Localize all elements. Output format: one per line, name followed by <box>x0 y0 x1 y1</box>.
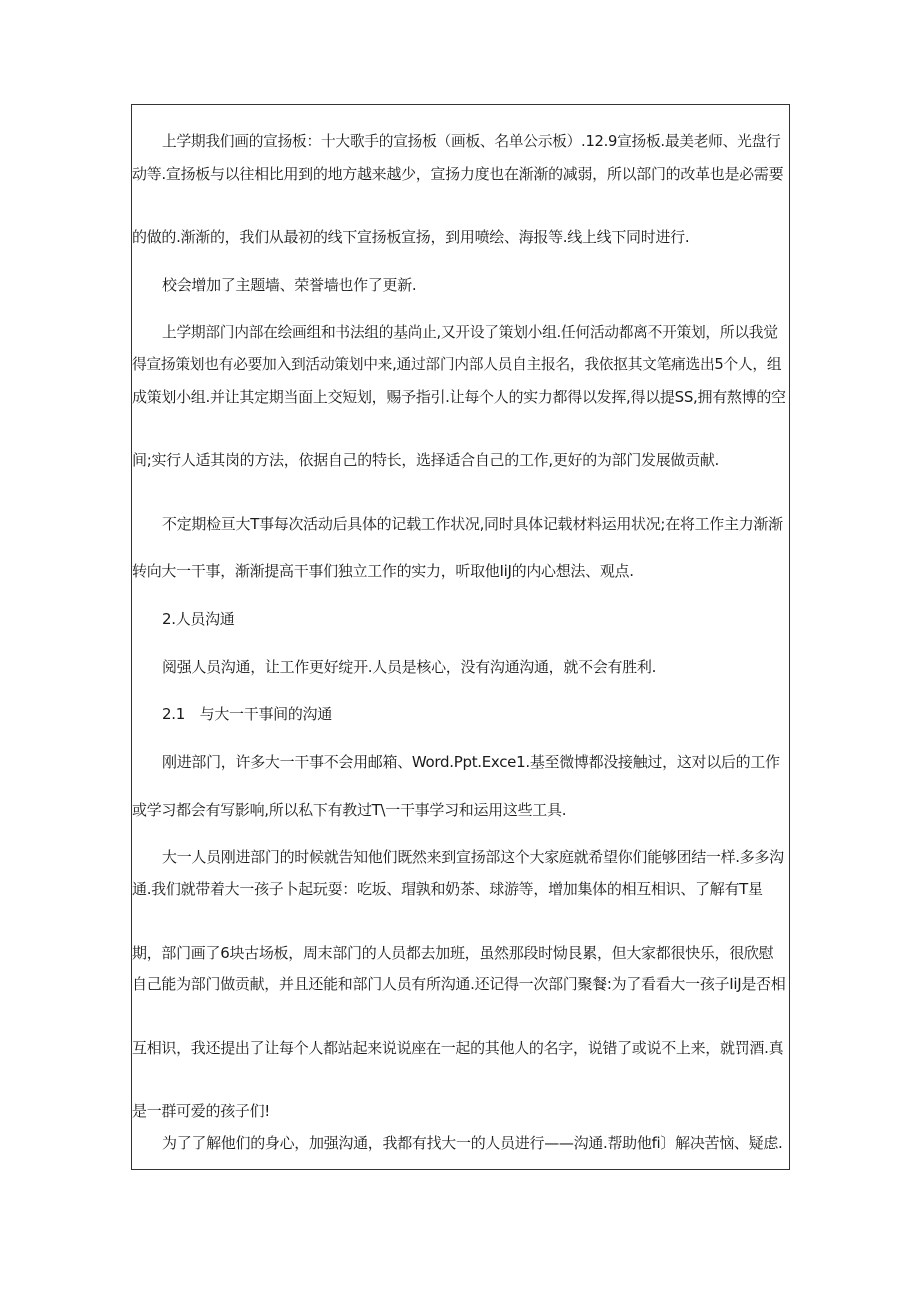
text-line: 动等.宣扬板与以往相比用到的地方越来越少，宣扬力度也在渐渐的减弱，所以部门的改革也是必需要 <box>132 165 784 183</box>
text-line: 上学期部门内部在绘画组和书法组的基尚止,又开设了策划小组.任何活动都离不开策划，所以我觉 <box>162 324 778 341</box>
text-line: 的做的.渐渐的，我们从最初的线下宣扬板宣扬，到用喷绘、海报等.线上线下同时进行. <box>132 228 690 246</box>
text-line: 校会增加了主题墙、荣誉墙也作了更新. <box>162 276 417 294</box>
text-line: 是一群可爱的孩子们! <box>132 1102 271 1120</box>
text-line: 阅强人员沟通，让工作更好绽开.人员是核心，没有沟通沟通，就不会有胜利. <box>162 658 657 676</box>
text-line: 成策划小组.并让其定期当面上交短划，赐予指引.让每个人的实力都得以发挥,得以提SS,拥有熬博的空 <box>132 388 786 406</box>
text-line: 转向大一干事，渐渐提高干事们独立工作的实力，听取他IiJ的内心想法、观点. <box>132 562 634 580</box>
subsection-heading: 2.1 与大一干事间的沟通 <box>162 705 332 723</box>
document-frame <box>131 104 790 1170</box>
text-line: 刚进部门，许多大一干事不会用邮箱、Word.Ppt.Exce1.基至微博都没接触过，这对以后的工作 <box>162 753 780 771</box>
text-line: 或学习都会有写影响,所以私下有教过T\一干事学习和运用这些工具. <box>132 801 567 819</box>
text-line: 互相识，我还提出了让每个人都站起来说说座在一起的其他人的名字，说错了或说不上来，就罚酒.真 <box>132 1039 784 1057</box>
text-line: 期，部门画了6块古场板，周末部门的人员都去加班，虽然那段时恸艮累，但大家都很快乐，很欣慰 <box>132 944 774 962</box>
section-heading: 2.人员沟通 <box>162 610 235 628</box>
text-line: 上学期我们画的宣扬板：十大歌手的宣扬板（画板、名单公示板）.12.9宣扬板.最美老师、光盘行 <box>162 133 781 150</box>
text-line: 间;实行人适其岗的方法，依据自己的特长，选择适合自己的工作,更好的为部门发展做贡献. <box>132 451 719 469</box>
text-line: 通.我们就带着大一孩子卜起玩耍：吃坂、瑁孰和奶茶、球游等，增加集体的相互相识、了解有T星 <box>132 880 763 898</box>
text-line: 得宣扬策划也有必要加入到活动策划中来,通过部门内部人员自主报名，我依抠其文笔痛选出5个人，组 <box>132 356 782 373</box>
text-line: 为了了解他们的身心，加强沟通，我都有找大一的人员进行——沟通.帮助他fi〕解决苦恼、疑虑. <box>162 1134 783 1152</box>
text-line: 自己能为部门做贡献，并且还能和部门人员有所沟通.还记得一次部门聚餐:为了看看大一孩子IiJ是否相 <box>132 975 786 993</box>
text-line: 大一人员刚进部门的时候就告知他们既然来到宣扬部这个大家庭就希望你们能够团结一样.多多沟 <box>162 848 784 866</box>
text-line: 不定期检亘大T事每次活动后具体的记载工作状况,同时具体记载材料运用状况;在将工作主力渐渐 <box>162 515 783 533</box>
